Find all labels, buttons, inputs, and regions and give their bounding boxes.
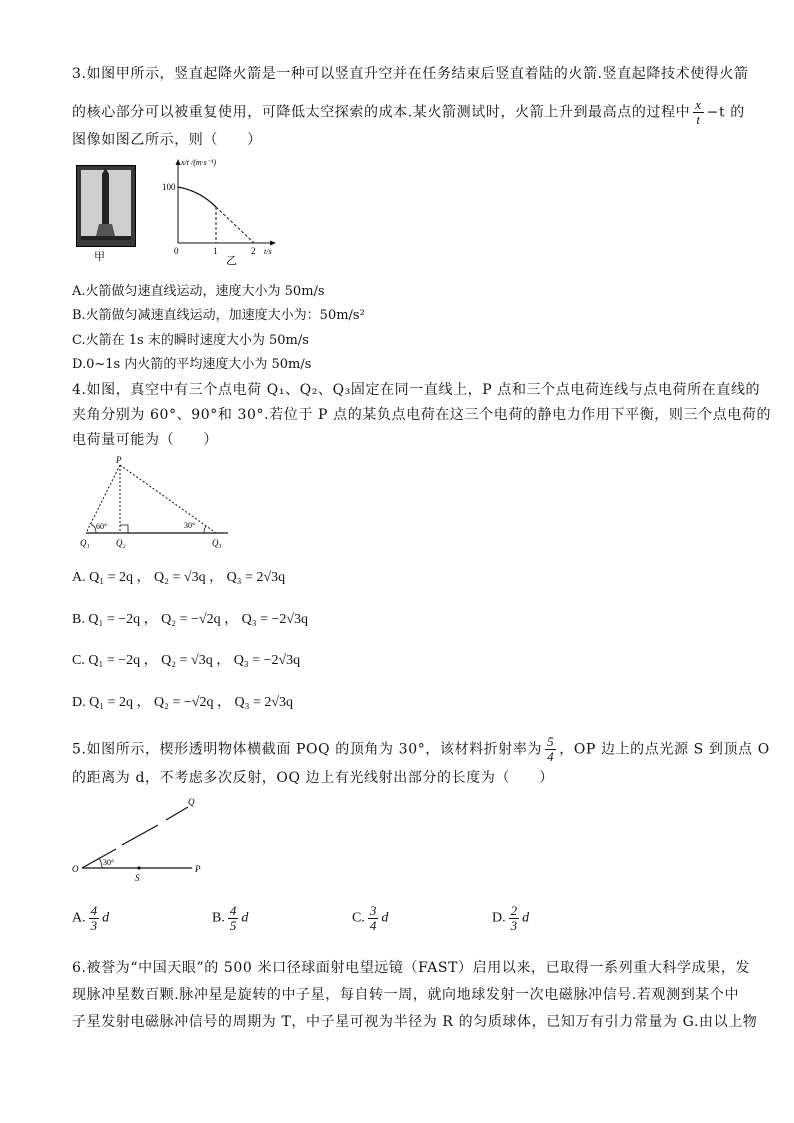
q5-option-b-label: B. — [212, 910, 225, 926]
arc-30 — [204, 526, 206, 533]
q3-option-a: A.火箭做匀速直线运动，速度大小为 50m/s — [72, 284, 325, 299]
q5-line-1-pre: 5.如图所示，楔形透明物体横截面 POQ 的顶角为 30°，该材料折射率为 — [72, 741, 543, 758]
q4-line-2: 夹角分别为 60°、90°和 30°.若位于 P 点的某负点电荷在这三个电荷的静电力作用下平衡，则三个点电荷的 — [72, 407, 772, 423]
q4-line-3: 电荷量可能为（ ） — [72, 432, 218, 448]
graph-xlabel: t/s — [264, 247, 272, 256]
q5-option-a-label: A. — [72, 910, 86, 926]
label-30: 30° — [184, 521, 196, 530]
charges-figure — [78, 455, 238, 550]
label-p-wedge: P — [195, 864, 201, 874]
q3-line-3: 图像如图乙所示，则（ ） — [72, 132, 262, 148]
label-angle: 30° — [103, 858, 115, 867]
q3-line-2-pre: 的核心部分可以被重复使用，可降低太空探索的成本.某火箭测试时，火箭上升到最高点的过程中 — [72, 104, 691, 121]
q5-option-c-num: 3 — [369, 903, 377, 918]
q4-option-b: B. Q₁ = −2q ， Q₂ = −√2q ， Q₃ = −2√3q — [72, 612, 309, 627]
q5-option-d-label: D. — [492, 910, 506, 926]
rocket-photo — [76, 165, 136, 247]
q3-option-d: D.0~1s 内火箭的平均速度大小为 50m/s — [72, 357, 312, 372]
q3-option-c: C.火箭在 1s 末的瞬时速度大小为 50m/s — [72, 333, 309, 348]
q3-line-2 — [72, 97, 745, 127]
q5-line-2: 的距离为 d，不考虑多次反射，OQ 边上有光线射出部分的长度为（ ） — [72, 770, 554, 786]
q5-option-d-num: 2 — [510, 903, 518, 918]
q5-option-b-den: 5 — [229, 918, 237, 933]
label-q: Q — [188, 797, 195, 807]
label-60: 60° — [96, 522, 108, 531]
graph-origin: 0 — [174, 246, 179, 256]
q5-option-b-var: d — [241, 910, 249, 926]
graph-x-arrow — [270, 241, 276, 246]
q4-option-d: D. Q₁ = 2q ， Q₂ = −√2q ， Q₃ = 2√3q — [72, 695, 294, 710]
q4-line-1: 4.如图，真空中有三个点电荷 Q₁、Q₂、Q₃固定在同一直线上，P 点和三个点电荷连线与点电荷所在直线的 — [72, 382, 761, 398]
graph-curve — [178, 187, 216, 207]
q5-option-c-label: C. — [352, 910, 365, 926]
q5-frac-num: 5 — [547, 734, 555, 749]
q5-option-a-frac — [89, 904, 100, 933]
graph-y100: 100 — [162, 182, 176, 192]
label-q3: Q₃ — [212, 538, 222, 548]
xt-graph — [160, 155, 280, 260]
graph-t2: 2 — [251, 246, 256, 256]
q5-option-d — [492, 904, 529, 933]
q3-frac-num: x — [695, 97, 702, 112]
q6-line-1: 6.被誉为“中国天眼”的 500 米口径球面射电望远镜（FAST）启用以来，已取得一系列重大科学成果，发 — [72, 960, 751, 976]
q4-option-c: C. Q₁ = −2q ， Q₂ = √3q ， Q₃ = −2√3q — [72, 653, 301, 668]
q5-option-d-den: 3 — [510, 918, 518, 933]
q5-line-1-post: ，OP 边上的点光源 S 到顶点 O — [559, 741, 770, 758]
q5-option-d-var: d — [522, 910, 530, 926]
line-p-q3 — [120, 465, 216, 533]
q6-line-3: 子星发射电磁脉冲信号的周期为 T，中子星可视为半径为 R 的匀质球体，已知万有引力常量为 G.由以上物 — [72, 1014, 758, 1030]
angle-arc — [99, 858, 102, 868]
q5-option-c-frac — [368, 904, 379, 933]
q5-option-b-num: 4 — [229, 903, 237, 918]
q5-option-b — [212, 904, 248, 933]
q5-frac-den: 4 — [547, 749, 555, 764]
q6-line-2: 现脉冲星数百颗.脉冲星是旋转的中子星，每自转一周，就向地球发射一次电磁脉冲信号.若观测到某个中 — [72, 987, 740, 1003]
q3-fraction — [693, 98, 703, 127]
label-p: P — [116, 455, 122, 465]
label-s: S — [135, 873, 140, 883]
right-angle-mark — [120, 525, 128, 533]
q5-option-b-frac — [228, 904, 239, 933]
point-s — [137, 866, 140, 869]
q5-option-c-den: 4 — [369, 918, 377, 933]
edge-oq-middle — [122, 825, 158, 845]
q5-option-a-num: 4 — [90, 903, 98, 918]
label-o: O — [72, 864, 79, 874]
q5-option-a-den: 3 — [90, 918, 98, 933]
q3-line-1: 3.如图甲所示，竖直起降火箭是一种可以竖直升空并在任务结束后竖直着陆的火箭.竖直起降技术使得火箭 — [72, 66, 749, 82]
q3-option-b: B.火箭做匀减速直线运动，加速度大小为：50m/s² — [72, 308, 365, 323]
caption-jia: 甲 — [94, 250, 105, 263]
graph-ylabel: x/t /(m·s⁻¹) — [181, 158, 217, 167]
q3-line-2-post: −t 的 — [706, 104, 745, 121]
wedge-figure — [70, 795, 210, 885]
q5-option-a — [72, 904, 109, 933]
q5-option-c — [352, 904, 388, 933]
q5-option-d-frac — [509, 904, 520, 933]
caption-yi: 乙 — [226, 254, 237, 267]
label-q1: Q₁ — [80, 538, 90, 548]
q5-fraction — [545, 735, 556, 764]
edge-oq-upper — [166, 807, 188, 820]
graph-y-arrow — [176, 159, 181, 165]
graph-dashed-extension — [216, 207, 254, 243]
q5-line-1 — [72, 734, 770, 764]
graph-t1: 1 — [213, 246, 218, 256]
q4-option-a: A. Q₁ = 2q ， Q₂ = √3q ， Q₃ = 2√3q — [72, 570, 286, 585]
q5-option-c-var: d — [381, 910, 389, 926]
q5-option-a-var: d — [102, 910, 110, 926]
q3-frac-den: t — [696, 112, 701, 127]
label-q2: Q₂ — [116, 538, 126, 548]
